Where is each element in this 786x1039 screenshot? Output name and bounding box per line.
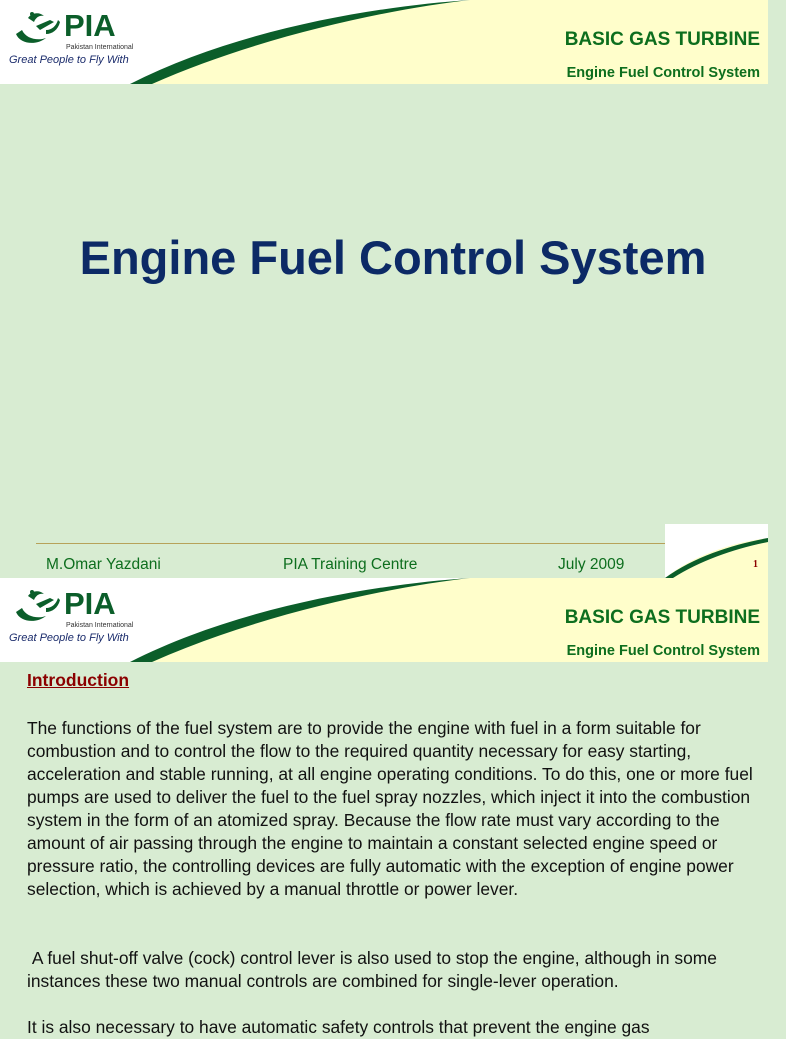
logo-text: PIA (64, 8, 116, 43)
logo-subtext: Pakistan International (66, 622, 134, 629)
section-heading: Introduction (27, 670, 130, 690)
course-title: BASIC GAS TURBINE (564, 607, 760, 628)
footer-organization: PIA Training Centre (283, 556, 418, 573)
topic-title: Engine Fuel Control System (566, 643, 760, 659)
logo-subtext: Pakistan International (66, 44, 134, 51)
tagline: Great People to Fly With (9, 54, 129, 66)
course-title: BASIC GAS TURBINE (564, 29, 760, 50)
logo-text: PIA (64, 586, 116, 621)
crescent-emblem-icon (10, 8, 66, 48)
tagline: Great People to Fly With (9, 632, 129, 644)
body-paragraph: A fuel shut-off valve (cock) control lever is also used to stop the engine, although in some instances these two manual controls are combined for single-lever operation. (27, 948, 722, 991)
page-number: 1 (753, 559, 758, 570)
slide-header (0, 0, 768, 84)
topic-title: Engine Fuel Control System (566, 65, 760, 81)
body-paragraph: The functions of the fuel system are to provide the engine with fuel in a form suitable for combustion and to control the flow to the required quantity necessary for easy starting, acceleration and stable running, at all engine operating conditions. To do this, one or more fuel pumps are used to deliver the fuel to the fuel spray nozzles, which inject it into the combustion system in the form of an atomized spray. Because the flow rate must vary according to the amount of air passing through the engine to maintain a constant selected engine speed or pressure ratio, the controlling devices are fully automatic with the exception of engine power selection, which is achieved by a manual throttle or power lever. (27, 718, 753, 899)
footer-author: M.Omar Yazdani (46, 556, 161, 573)
footer-divider (36, 543, 730, 544)
footer-date: July 2009 (558, 556, 625, 573)
crescent-emblem-icon (10, 586, 66, 626)
slide-title: Engine Fuel Control System (79, 231, 707, 284)
body-paragraph: It is also necessary to have automatic safety controls that prevent the engine gas (27, 1017, 650, 1037)
slide-2 (0, 578, 768, 1037)
slide-header (0, 578, 768, 662)
